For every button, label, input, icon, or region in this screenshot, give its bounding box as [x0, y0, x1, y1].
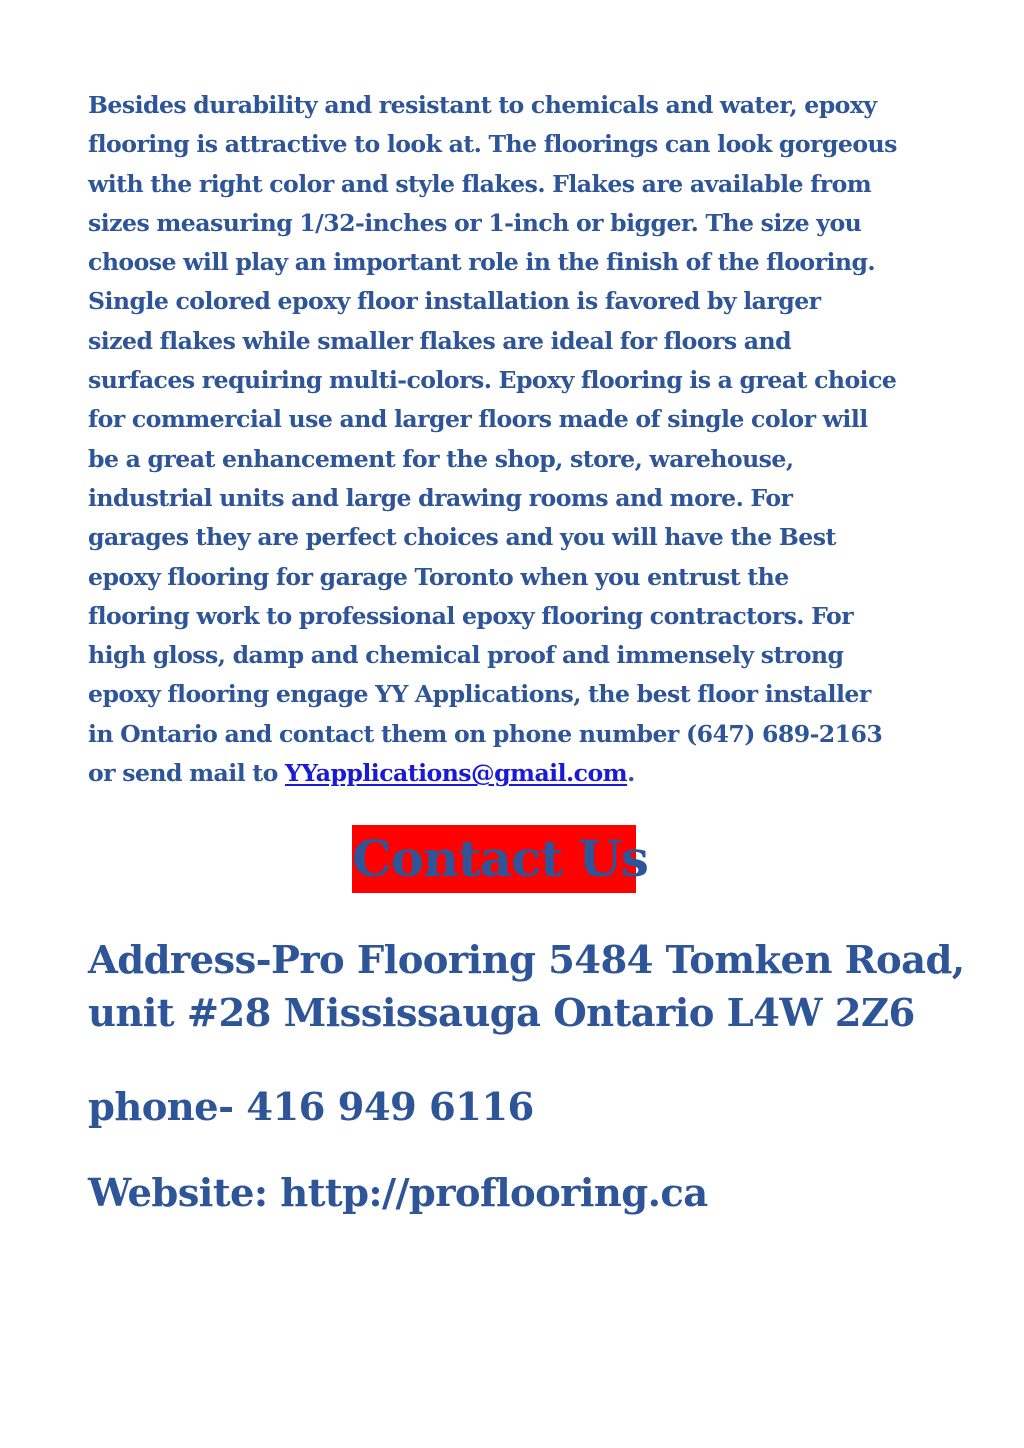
body-line: Besides durability and resistant to chemicals and water, epoxy: [88, 91, 877, 119]
mail-suffix-text: .: [627, 759, 635, 788]
body-line: with the right color and style flakes. Flakes are available from: [88, 169, 872, 198]
body-line: choose will play an important role in the finish of the flooring.: [88, 248, 876, 277]
body-paragraph: [88, 86, 948, 793]
address-block: [88, 934, 968, 1040]
body-line: sized flakes while smaller flakes are ideal for floors and: [88, 326, 792, 355]
body-line: for commercial use and larger floors made of single color will: [88, 405, 868, 434]
body-line: flooring is attractive to look at. The floorings can look gorgeous: [88, 130, 897, 159]
body-line: garages they are perfect choices and you will have the Best: [88, 523, 836, 552]
mail-prefix-text: or send mail to: [88, 759, 285, 788]
body-line: epoxy flooring for garage Toronto when you entrust the: [88, 562, 789, 591]
address-line-2: unit #28 Mississauga Ontario L4W 2Z6: [88, 991, 915, 1036]
body-line: Single colored epoxy floor installation is favored by larger: [88, 287, 821, 316]
body-last-line: [88, 754, 948, 793]
phone-text: phone- 416 949 6116: [88, 1085, 534, 1130]
contact-us-heading: Contact Us: [352, 829, 648, 888]
body-line: flooring work to professional epoxy flooring contractors. For: [88, 601, 854, 630]
body-line: sizes measuring 1/32-inches or 1-inch or bigger. The size you: [88, 208, 862, 237]
body-section: [88, 86, 948, 793]
body-line: industrial units and large drawing rooms and more. For: [88, 483, 793, 512]
website-text: Website: http://proflooring.ca: [88, 1171, 708, 1216]
address-line-1: Address-Pro Flooring 5484 Tomken Road,: [88, 938, 965, 983]
body-line: be a great enhancement for the shop, store, warehouse,: [88, 444, 794, 473]
body-line: high gloss, damp and chemical proof and immensely strong: [88, 641, 844, 670]
email-link[interactable]: YYapplications@gmail.com: [284, 759, 628, 788]
body-line: surfaces requiring multi-colors. Epoxy flooring is a great choice: [88, 366, 897, 395]
body-line: in Ontario and contact them on phone number (647) 689-2163: [88, 719, 883, 748]
contact-us-heading-box: [352, 825, 648, 893]
body-line: epoxy flooring engage YY Applications, the best floor installer: [88, 680, 871, 709]
